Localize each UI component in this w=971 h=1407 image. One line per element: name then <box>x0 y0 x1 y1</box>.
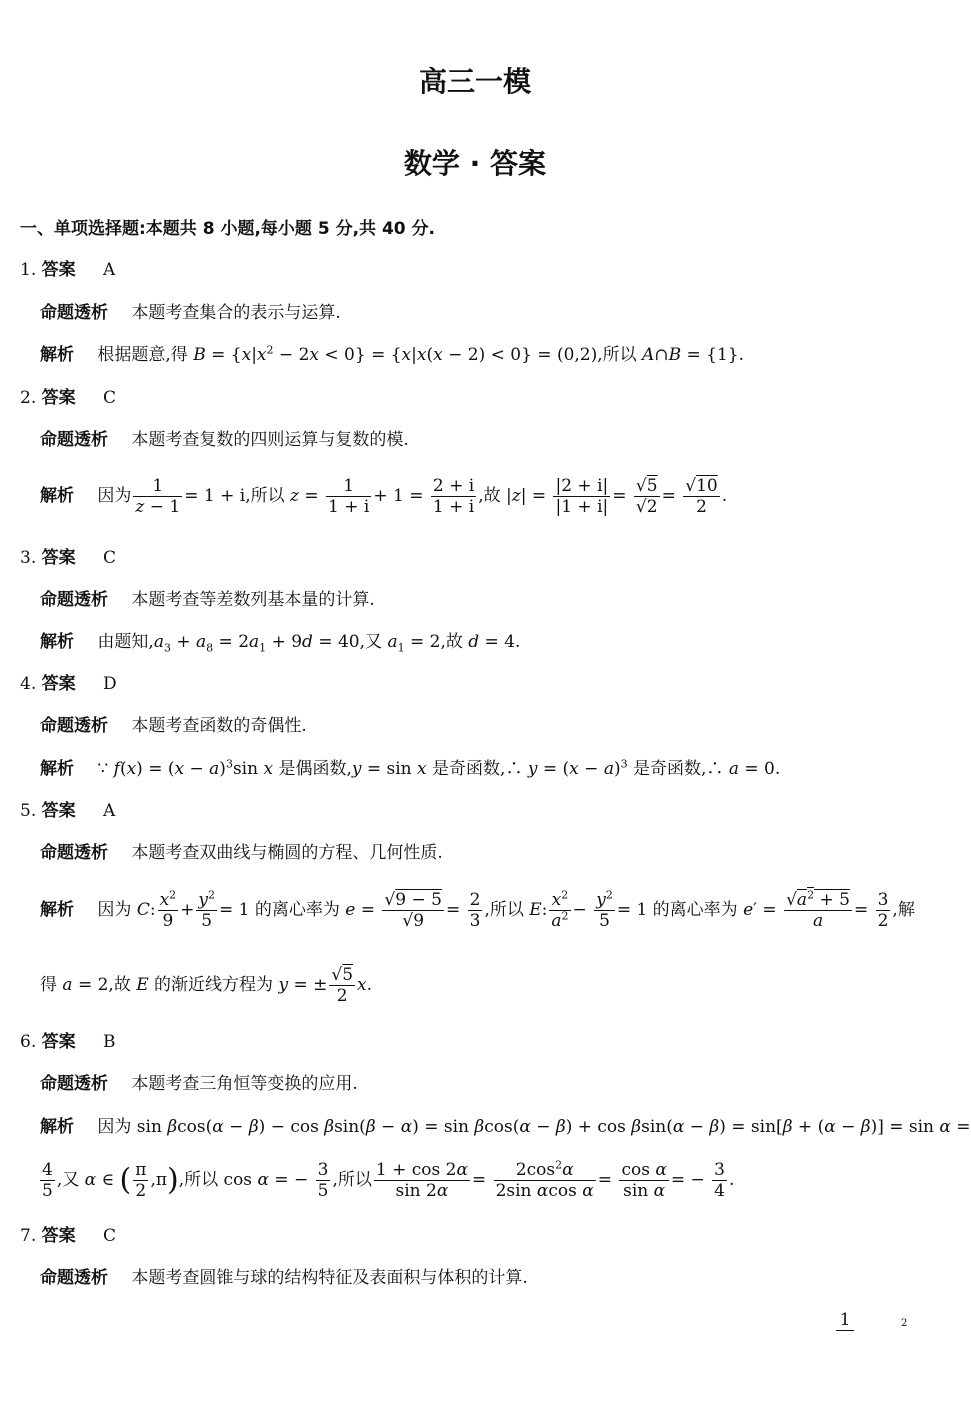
q5-solution-line-2 <box>40 965 372 1006</box>
q4-answer-value: D <box>103 674 117 694</box>
q5-answer-label: 答案 <box>41 801 76 821</box>
q4-intent-text: 本题考查函数的奇偶性. <box>131 716 307 736</box>
q6-solution-line-2 <box>38 1160 734 1201</box>
q2-intent-text: 本题考查复数的四则运算与复数的模. <box>131 430 409 450</box>
q4-answer-line <box>20 673 117 695</box>
q4-intent-label: 命题透析 <box>40 716 108 736</box>
page-total: 2 <box>901 1318 908 1329</box>
q6-intent-line <box>40 1073 358 1095</box>
q1-answer-value: A <box>103 260 116 280</box>
page-subtitle: 数学 · 答案 <box>403 147 547 180</box>
q1-intent-label: 命题透析 <box>40 303 108 323</box>
q5-number: 5. <box>20 801 37 821</box>
q7-answer-value: C <box>103 1226 117 1246</box>
q5-intent-line <box>40 842 443 864</box>
q1-intent-line <box>40 302 341 324</box>
q3-answer-label: 答案 <box>41 548 76 568</box>
q5-answer-line <box>20 800 115 822</box>
q6-solution-label: 解析 <box>40 1117 74 1137</box>
q3-intent-text: 本题考查等差数列基本量的计算. <box>131 590 375 610</box>
q5-answer-value: A <box>103 801 116 821</box>
q2-solution-formula: 因为 $\frac{1}{z - 1}$ = 1 + i,所以 z = $\frac{1}{1 + i}$ + 1 = $\frac{2 + i}{1 + i}$ ,故 |z| = $\frac{|2 + i|}{|1 + i|}$ = $\frac{√5}{√2}$ = $\frac{√10}{2}$ . <box>97 476 728 517</box>
q3-answer-line <box>20 547 116 569</box>
q2-answer-line <box>20 387 116 409</box>
q1-solution-label: 解析 <box>40 345 74 365</box>
q7-answer-label: 答案 <box>41 1226 76 1246</box>
q3-solution-label: 解析 <box>40 632 74 652</box>
q1-intent-text: 本题考查集合的表示与运算. <box>131 303 341 323</box>
q5-solution-label: 解析 <box>40 900 74 920</box>
q6-answer-value: B <box>103 1032 116 1052</box>
q1-answer-label: 答案 <box>41 260 76 280</box>
q3-answer-value: C <box>103 548 117 568</box>
q5-intent-text: 本题考查双曲线与椭圆的方程、几何性质. <box>131 843 443 863</box>
q7-answer-line <box>20 1225 116 1247</box>
q4-answer-label: 答案 <box>41 674 76 694</box>
q7-intent-line <box>40 1267 528 1289</box>
q3-solution-line <box>40 631 520 653</box>
q4-intent-line <box>40 715 307 737</box>
q4-solution-formula: ∵ $f(x) = (x - a)^3\sin$ x 是偶函数,y = sin x 是奇函数,∴ $y = (x - a)^3$ 是奇函数,∴ a = 0. <box>97 757 781 779</box>
q2-answer-label: 答案 <box>41 388 76 408</box>
q2-answer-value: C <box>103 388 117 408</box>
q7-intent-text: 本题考查圆锥与球的结构特征及表面积与体积的计算. <box>131 1268 528 1288</box>
q6-answer-line <box>20 1031 116 1053</box>
q5-solution-formula-2: 得 a = 2,故 E 的渐近线方程为 y = ± $\frac{√5}{2}$ x. <box>40 965 373 1006</box>
q3-number: 3. <box>20 548 37 568</box>
q6-solution-formula: 因为 sin βcos(α − β) − cos βsin(β − α) = sin βcos(α − β) + cos βsin(α − β) = sin[β + (α − β)] = sin α = <box>97 1117 971 1137</box>
section-heading: 一、单项选择题:本题共 8 小题,每小题 5 分,共 40 分. <box>20 219 435 239</box>
q1-solution-line <box>40 344 744 366</box>
q2-solution-label: 解析 <box>40 486 74 506</box>
q6-solution-line <box>40 1116 971 1138</box>
q4-number: 4. <box>20 674 37 694</box>
q2-number: 2. <box>20 388 37 408</box>
q6-intent-text: 本题考查三角恒等变换的应用. <box>131 1074 358 1094</box>
q6-number: 6. <box>20 1032 37 1052</box>
q2-intent-label: 命题透析 <box>40 430 108 450</box>
q2-intent-line <box>40 429 409 451</box>
page-title: 高三一模 <box>418 65 531 98</box>
q5-intent-label: 命题透析 <box>40 843 108 863</box>
q7-intent-label: 命题透析 <box>40 1268 108 1288</box>
q4-solution-label: 解析 <box>40 759 74 779</box>
q6-solution-formula-2: $\frac{4}{5}$ ,又 α ∈ ( $\frac{\pi}{2}$ ,π),所以 cos α = − $\frac{3}{5}$ ,所以 $\frac{1 + \cos 2\alpha}{\sin 2\alpha}$ = $\frac{2\cos^2\alpha}{\text{2sin αcos α}}$ = $\frac{\text{cos α}}{\text{sin α}}$ = − $\frac{3}{4}$ . <box>42 1158 735 1201</box>
q4-solution-line <box>40 758 780 780</box>
q1-solution-formula: 根据题意,得 $B = \{x|x^2 - 2x < 0\} = \{x|x(x - 2) < 0\} = (0,2)$,所以 A∩B = {1}. <box>97 343 744 365</box>
q3-intent-label: 命题透析 <box>40 590 108 610</box>
q1-answer-line <box>20 259 115 281</box>
q7-number: 7. <box>20 1226 37 1246</box>
page-number: 1 <box>836 1310 854 1331</box>
q1-number: 1. <box>20 260 37 280</box>
q2-solution-line <box>40 476 727 517</box>
q5-solution-line <box>40 890 915 931</box>
q3-intent-line <box>40 589 375 611</box>
q5-solution-formula: 因为 C: $\frac{x^2}{9}$ + $\frac{y^2}{5}$ = 1 的离心率为 e = $\frac{√9 - 5}{√9}$ = $\frac{2}{3}$ ,所以 E: $\frac{x^2}{a^2}$ − $\frac{y^2}{5}$ = 1 的离心率为 e′ = $\frac{√a^2 + 5}{a}$ = $\frac{3}{2}$ ,解 <box>97 888 915 931</box>
q6-answer-label: 答案 <box>41 1032 76 1052</box>
q3-solution-formula: 由题知$,a_3 + a_8 = 2a_1 + 9d = 40$,又 $a_1 = 2$,故 d = 4. <box>97 632 521 655</box>
q6-intent-label: 命题透析 <box>40 1074 108 1094</box>
